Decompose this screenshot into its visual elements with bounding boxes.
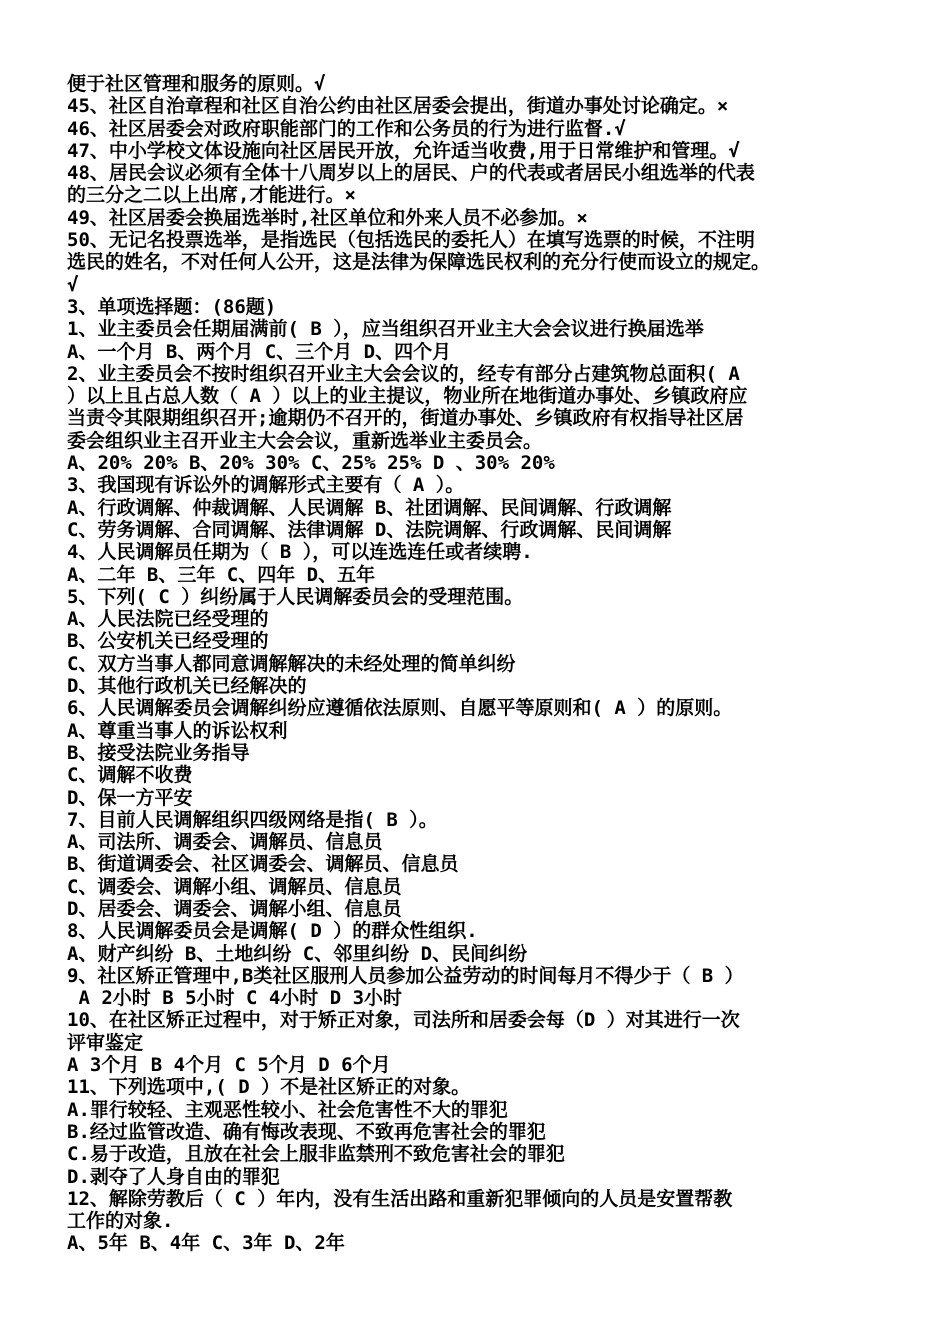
text-line: 50、无记名投票选举，是指选民（包括选民的委托人）在填写选票的时候，不注明 — [67, 229, 755, 252]
option-line: A、20% 20% B、20% 30% C、25% 25% D 、30% 20% — [67, 452, 555, 475]
option-line: C、双方当事人都同意调解解决的未经处理的简单纠纷 — [67, 652, 516, 675]
option-line: A、司法所、调委会、调解员、信息员 — [67, 831, 383, 854]
text-line: 48、居民会议必须有全体十八周岁以上的居民、户的代表或者居民小组选举的代表 — [67, 162, 755, 185]
text-line: 委会组织业主召开业主大会会议，重新选举业主委员会。 — [67, 429, 543, 452]
option-line: B.经过监管改造、确有悔改表现、不致再危害社会的罪犯 — [67, 1120, 546, 1143]
text-line: 工作的对象. — [67, 1210, 174, 1233]
text-line: 的三分之二以上出席,才能进行。× — [67, 184, 356, 207]
text-line: 45、社区自治章程和社区自治公约由社区居委会提出，街道办事处讨论确定。× — [67, 95, 729, 118]
text-line: √ — [67, 273, 79, 296]
option-line: C、调解不收费 — [67, 764, 193, 787]
text-line: 选民的姓名，不对任何人公开，这是法律为保障选民权利的充分行使而设立的规定。 — [67, 251, 771, 274]
question-line: 11、下列选项中,( D ）不是社区矫正的对象。 — [67, 1076, 471, 1099]
option-line: A、财产纠纷 B、土地纠纷 C、邻里纠纷 D、民间纠纷 — [67, 942, 528, 965]
text-line: 评审鉴定 — [67, 1031, 144, 1054]
option-line: B、接受法院业务指导 — [67, 741, 250, 764]
option-line: D、居委会、调委会、调解小组、信息员 — [67, 897, 402, 920]
option-line: A、二年 B、三年 C、四年 D、五年 — [67, 563, 376, 586]
text-line: 46、社区居委会对政府职能部门的工作和公务员的行为进行监督.√ — [67, 117, 626, 140]
question-line: 3、我国现有诉讼外的调解形式主要有（ A ）。 — [67, 474, 465, 497]
text-line: 47、中小学校文体设施向社区居民开放，允许适当收费,用于日常维护和管理。√ — [67, 139, 740, 162]
option-line: A、一个月 B、两个月 C、三个月 D、四个月 — [67, 340, 452, 363]
text-line: 便于社区管理和服务的原则。√ — [67, 73, 326, 95]
option-line: A、人民法院已经受理的 — [67, 608, 269, 631]
question-line: 6、人民调解委员会调解纠纷应遵循依法原则、自愿平等原则和( A ）的原则。 — [67, 697, 733, 720]
section-heading: 3、单项选择题：(86题) — [67, 295, 277, 318]
option-line: A 3个月 B 4个月 C 5个月 D 6个月 — [67, 1054, 391, 1077]
text-line: 49、社区居委会换届选举时,社区单位和外来人员不必参加。× — [67, 206, 588, 229]
option-line: C、劳务调解、合同调解、法律调解 D、法院调解、行政调解、民间调解 — [67, 518, 672, 541]
question-line: 4、人民调解员任期为（ B ），可以连选连任或者续聘. — [67, 541, 533, 564]
question-line: 10、在社区矫正过程中，对于矫正对象，司法所和居委会每（D ）对其进行一次 — [67, 1009, 740, 1032]
option-line: D.剥夺了人身自由的罪犯 — [67, 1165, 280, 1188]
question-line: 9、社区矫正管理中,B类社区服刑人员参加公益劳动的时间每月不得少于（ B ） — [67, 964, 744, 987]
question-line: 2、业主委员会不按时组织召开业主大会会议的，经专有部分占建筑物总面积( A — [67, 362, 740, 385]
question-line: 5、下列( C ）纠纷属于人民调解委员会的受理范围。 — [67, 585, 524, 608]
document-page — [67, 73, 897, 1255]
option-line: A.罪行较轻、主观恶性较小、社会危害性不大的罪犯 — [67, 1098, 508, 1121]
option-line: D、保一方平安 — [67, 786, 193, 809]
question-line: 1、业主委员会任期届满前( B ），应当组织召开业主大会会议进行换届选举 — [67, 318, 704, 341]
question-line: 7、目前人民调解组织四级网络是指( B ）。 — [67, 808, 438, 831]
text-line: 当责令其限期组织召开;逾期仍不召开的，街道办事处、乡镇政府有权指导社区居 — [67, 407, 744, 430]
option-line: C.易于改造，且放在社会上服非监禁刑不致危害社会的罪犯 — [67, 1143, 565, 1166]
option-line: B、公安机关已经受理的 — [67, 630, 269, 653]
option-line: B、街道调委会、社区调委会、调解员、信息员 — [67, 853, 459, 876]
option-line: D、其他行政机关已经解决的 — [67, 675, 307, 698]
option-line: A、尊重当事人的诉讼权利 — [67, 719, 288, 742]
option-line: A、5年 B、4年 C、3年 D、2年 — [67, 1232, 345, 1255]
option-line: A、行政调解、仲裁调解、人民调解 B、社团调解、民间调解、行政调解 — [67, 496, 672, 519]
question-line: 8、人民调解委员会是调解( D ）的群众性组织. — [67, 920, 478, 943]
text-line: ）以上且占总人数（ A ）以上的业主提议，物业所在地街道办事处、乡镇政府应 — [67, 385, 748, 408]
option-line: C、调委会、调解小组、调解员、信息员 — [67, 875, 402, 898]
question-line: 12、解除劳教后（ C ）年内，没有生活出路和重新犯罪倾向的人员是安置帮教 — [67, 1187, 733, 1210]
option-line: A 2小时 B 5小时 C 4小时 D 3小时 — [67, 987, 403, 1010]
